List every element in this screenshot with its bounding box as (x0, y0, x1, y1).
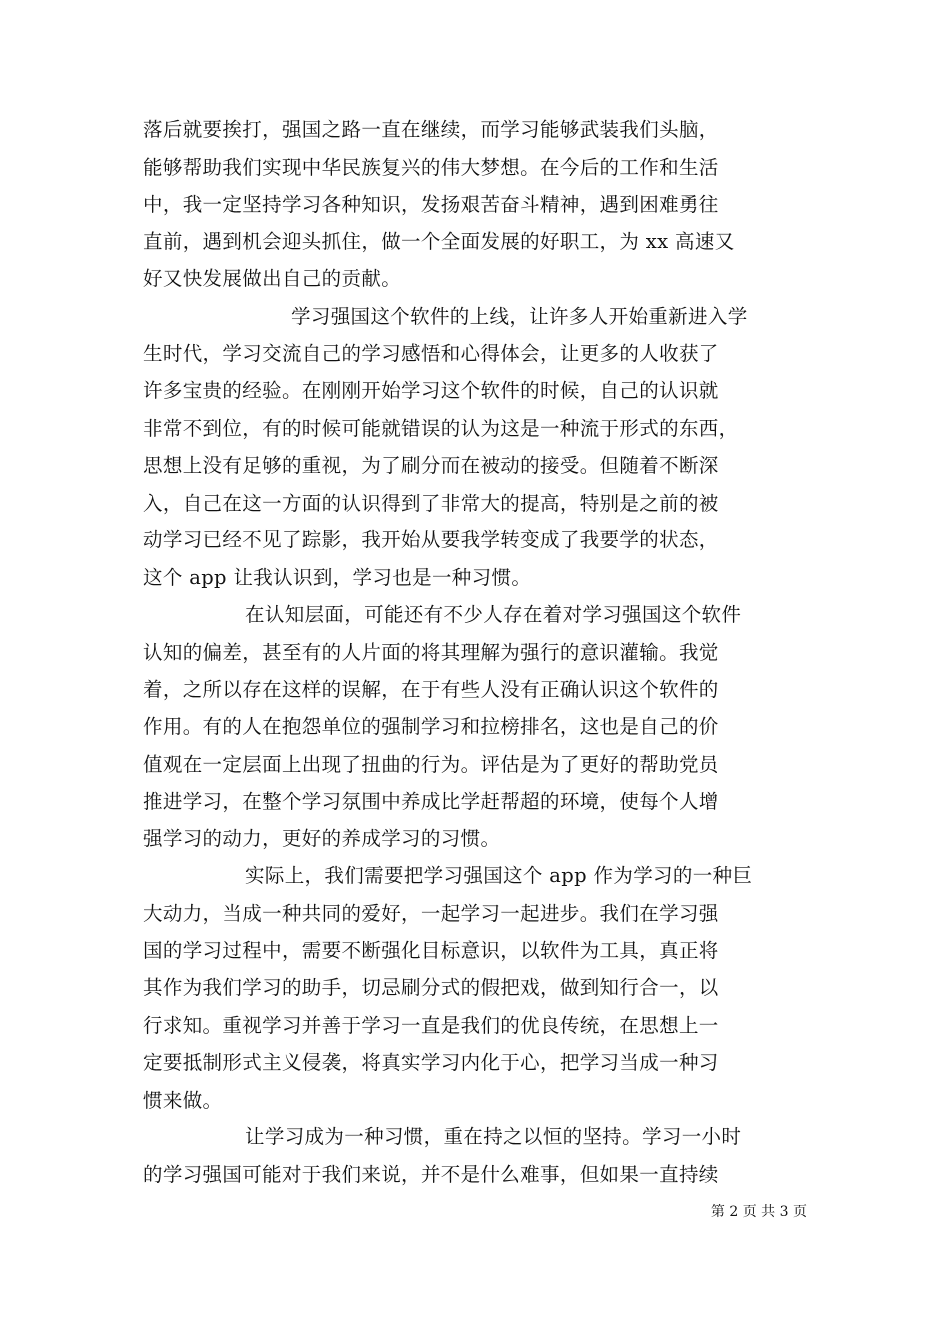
paragraph-1-line-5: 好又快发展做出自己的贡献。 (143, 267, 402, 291)
paragraph-2-line-2: 生时代，学习交流自己的学习感悟和心得体会，让更多的人收获了 (143, 342, 719, 366)
paragraph-4-line-5: 行求知。重视学习并善于学习一直是我们的优良传统，在思想上一 (143, 1013, 719, 1037)
paragraph-2-line-6: 入，自己在这一方面的认识得到了非常大的提高，特别是之前的被 (143, 491, 719, 515)
paragraph-4-line-7: 惯来做。 (143, 1088, 223, 1112)
paragraph-1-line-2: 能够帮助我们实现中华民族复兴的伟大梦想。在今后的工作和生活 (143, 155, 719, 179)
paragraph-2-line-1: 学习强国这个软件的上线，让许多人开始重新进入学 (291, 304, 748, 328)
paragraph-3-line-1: 在认知层面，可能还有不少人存在着对学习强国这个软件 (245, 603, 742, 627)
paragraph-1-line-3: 中，我一定坚持学习各种知识，发扬艰苦奋斗精神，遇到困难勇往 (143, 193, 719, 217)
paragraph-2-line-3: 许多宝贵的经验。在刚刚开始学习这个软件的时候，自己的认识就 (143, 379, 719, 403)
paragraph-3-line-6: 推进学习，在整个学习氛围中养成比学赶帮超的环境，使每个人增 (143, 790, 719, 814)
paragraph-2-line-8: 这个 app 让我认识到，学习也是一种习惯。 (143, 565, 532, 589)
paragraph-4-line-4: 其作为我们学习的助手，切忌刷分式的假把戏，做到知行合一，以 (143, 976, 719, 1000)
paragraph-2-line-7: 动学习已经不见了踪影，我开始从要我学转变成了我要学的状态， (143, 528, 719, 552)
paragraph-2-line-4: 非常不到位，有的时候可能就错误的认为这是一种流于形式的东西， (143, 416, 739, 440)
paragraph-3-line-3: 着，之所以存在这样的误解，在于有些人没有正确认识这个软件的 (143, 677, 719, 701)
paragraph-4-line-3: 国的学习过程中，需要不断强化目标意识，以软件为工具，真正将 (143, 939, 719, 963)
page-number: 第 2 页 共 3 页 (710, 1204, 807, 1220)
paragraph-2-line-5: 思想上没有足够的重视，为了刷分而在被动的接受。但随着不断深 (143, 454, 719, 478)
paragraph-3-line-4: 作用。有的人在抱怨单位的强制学习和拉榜排名，这也是自己的价 (143, 715, 719, 739)
paragraph-4-line-6: 定要抵制形式主义侵袭，将真实学习内化于心，把学习当成一种习 (143, 1051, 719, 1075)
paragraph-1-line-1: 落后就要挨打，强国之路一直在继续，而学习能够武装我们头脑， (143, 118, 719, 141)
paragraph-1-line-4: 直前，遇到机会迎头抓住，做一个全面发展的好职工，为 xx 高速又 (143, 229, 735, 253)
paragraph-5-line-2: 的学习强国可能对于我们来说，并不是什么难事，但如果一直持续 (143, 1163, 719, 1186)
paragraph-4-line-2: 大动力，当成一种共同的爱好，一起学习一起进步。我们在学习强 (143, 901, 719, 925)
paragraph-5-line-1: 让学习成为一种习惯，重在持之以恒的坚持。学习一小时 (245, 1125, 742, 1149)
paragraph-3-line-7: 强学习的动力，更好的养成学习的习惯。 (143, 826, 501, 850)
paragraph-4-line-1: 实际上，我们需要把学习强国这个 app 作为学习的一种巨 (245, 864, 753, 888)
paragraph-3-line-5: 值观在一定层面上出现了扭曲的行为。评估是为了更好的帮助党员 (143, 752, 719, 776)
paragraph-3-line-2: 认知的偏差，甚至有的人片面的将其理解为强行的意识灌输。我觉 (143, 640, 719, 664)
